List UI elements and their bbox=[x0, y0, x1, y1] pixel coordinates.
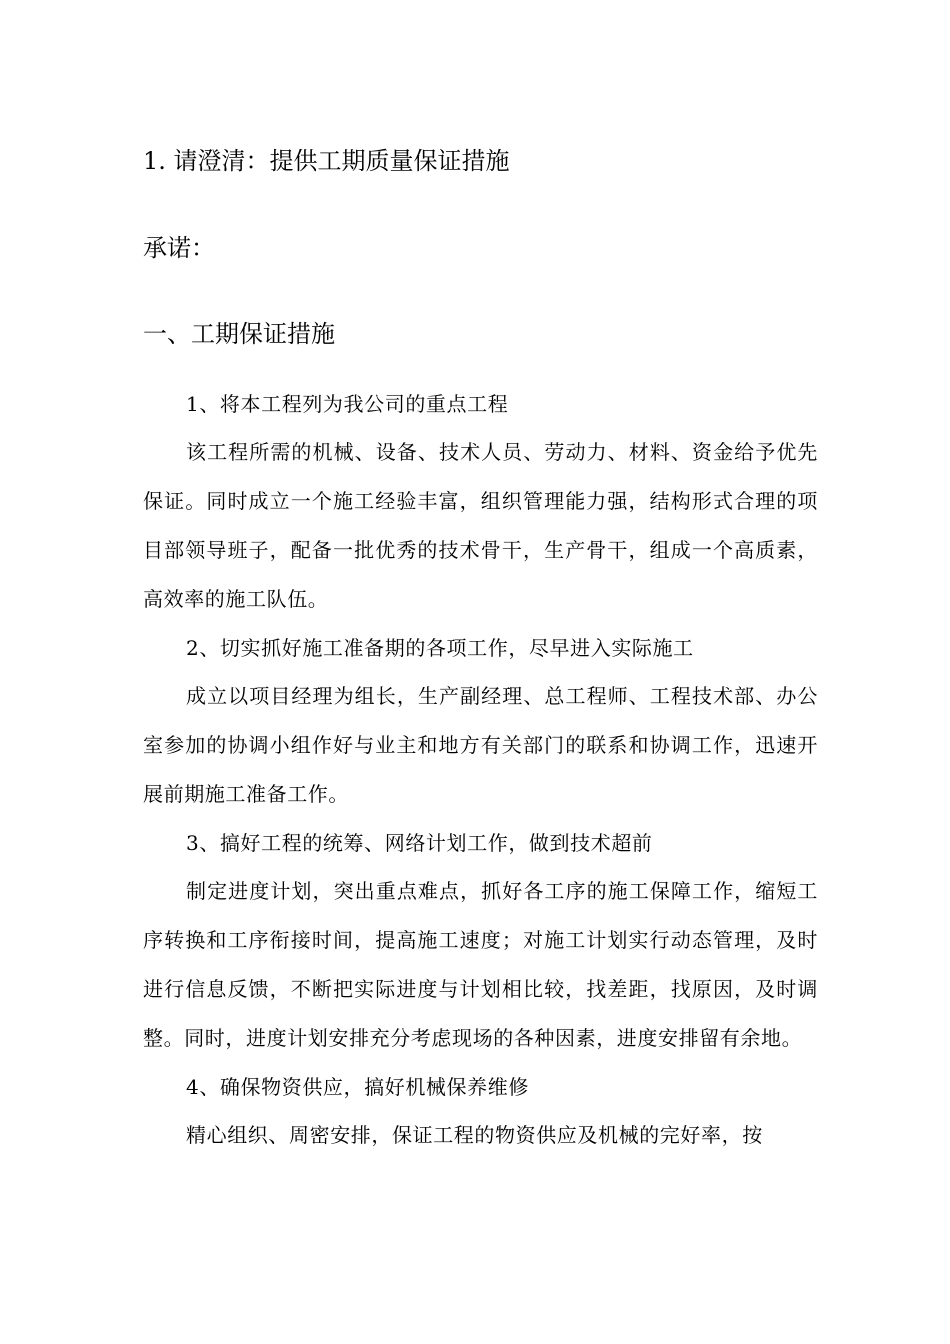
item-heading-3: 3、搞好工程的统筹、网络计划工作，做到技术超前 bbox=[186, 831, 653, 855]
body-paragraph-3: 制定进度计划，突出重点难点，抓好各工序的施工保障工作，缩短工序转换和工序衔接时间，提高施工速度；对施工计划实行动态管理，及时进行信息反馈，不断把实际进度与计划相比较，找差距，找原因，及时调整。同时，进度计划安排充分考虑现场的各种因素，进度安排留有余地。 bbox=[143, 879, 818, 1050]
item-heading-4: 4、确保物资供应，搞好机械保养维修 bbox=[186, 1075, 529, 1099]
item-heading-1: 1、将本工程列为我公司的重点工程 bbox=[186, 392, 509, 416]
body-paragraph-4: 精心组织、周密安排，保证工程的物资供应及机械的完好率，按 bbox=[186, 1123, 763, 1147]
section-heading: 一、工期保证措施 bbox=[143, 320, 335, 348]
commitment-label: 承诺： bbox=[143, 234, 215, 262]
body-paragraph-1: 该工程所需的机械、设备、技术人员、劳动力、材料、资金给予优先保证。同时成立一个施工经验丰富，组织管理能力强，结构形式合理的项目部领导班子，配备一批优秀的技术骨干，生产骨干，组成一个高质素，高效率的施工队伍。 bbox=[143, 440, 818, 611]
document-title: 1. 请澄清：提供工期质量保证措施 bbox=[143, 147, 510, 175]
item-heading-2: 2、切实抓好施工准备期的各项工作，尽早进入实际施工 bbox=[186, 636, 694, 660]
body-paragraph-2: 成立以项目经理为组长，生产副经理、总工程师、工程技术部、办公室参加的协调小组作好与业主和地方有关部门的联系和协调工作，迅速开展前期施工准备工作。 bbox=[143, 684, 818, 806]
document-body bbox=[143, 380, 818, 1160]
